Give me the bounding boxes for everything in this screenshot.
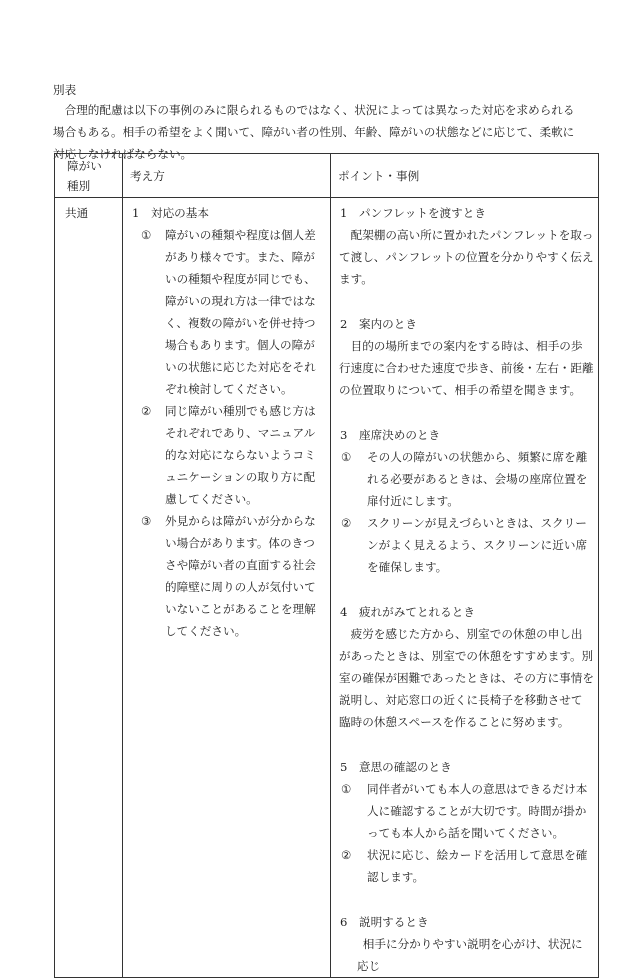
item-number: ① — [141, 228, 152, 242]
concept-item — [127, 224, 326, 400]
point-title: 4 疲れがみてとれるとき — [340, 605, 475, 619]
point-item — [335, 512, 594, 578]
point-section — [335, 424, 594, 578]
point-title: 3 座席決めのとき — [340, 428, 441, 442]
item-number: ③ — [141, 514, 152, 528]
points-cell — [331, 198, 599, 978]
point-paragraph: 相手に分かりやすい説明を心がけ、状況に応じ — [357, 937, 583, 973]
header-category-line1: 障がい — [67, 158, 102, 173]
point-paragraph: 目的の場所までの案内をする時は、相手の歩行速度に合わせた速度で歩き、前後・左右・距離の位置取りについて、相手の希望を聞きます。 — [339, 339, 594, 397]
item-number: ① — [341, 450, 352, 464]
item-text: スクリーンが見えづらいときは、スクリーンがよく見えるよう、スクリーンに近い席を確保します。 — [367, 516, 588, 574]
item-number: ② — [341, 848, 352, 862]
point-section — [335, 756, 594, 888]
table-row — [55, 198, 599, 978]
point-item — [335, 844, 594, 888]
concept-item — [127, 510, 326, 642]
category-cell: 共通 — [55, 198, 123, 978]
point-paragraph: 疲労を感じた方から、別室での休憩の申し出があったときは、別室での休憩をすすめます。別室の確保が困難であったときは、その方に事情を説明し、対応窓口の近くに長椅子を移動させて臨時の休憩スペースを作ることに努めます。 — [339, 627, 594, 729]
item-text: 同伴者がいても本人の意思はできるだけ本人に確認することが大切です。時間が掛かっても本人から話を聞いてください。 — [367, 782, 588, 840]
point-section — [335, 202, 594, 290]
item-number: ① — [341, 782, 352, 796]
point-section — [335, 313, 594, 401]
point-item — [335, 778, 594, 844]
concept-cell — [123, 198, 331, 978]
accommodation-table — [54, 153, 599, 978]
table-header-row — [55, 154, 599, 198]
item-text: 障がいの種類や程度は個人差があり様々です。また、障がいの種類や程度が同じでも、障がいの現れ方は一律ではなく、複数の障がいを併せ持つ場合もあります。個人の障がいの状態に応じた対応をそれぞれ検討してください。 — [165, 228, 316, 396]
intro-paragraph: 合理的配慮は以下の事例のみに限られるものではなく、状況によっては異なった対応を求められる場合もある。相手の希望をよく聞いて、障がい者の性別、年齢、障がいの状態などに応じて、柔軟に対応しなければならない。 — [53, 103, 575, 161]
item-text: 状況に応じ、絵カードを活用して意思を確認します。 — [367, 848, 588, 884]
point-item — [335, 446, 594, 512]
point-title: 2 案内のとき — [340, 317, 417, 331]
item-number: ② — [341, 516, 352, 530]
header-concept: 考え方 — [123, 154, 331, 198]
header-points: ポイント・事例 — [331, 154, 599, 198]
header-category-line2: 種別 — [67, 178, 91, 193]
point-section — [335, 911, 594, 977]
point-section — [335, 601, 594, 733]
concept-title: 1 対応の基本 — [132, 206, 209, 220]
document-heading: 別表 — [53, 83, 77, 97]
point-title: 1 パンフレットを渡すとき — [340, 206, 486, 220]
header-category — [55, 154, 123, 198]
item-text: 外見からは障がいが分からない場合があります。体のきつさや障がい者の直面する社会的障壁に周りの人が気付いていないことがあることを理解してください。 — [165, 514, 316, 638]
point-title: 5 意思の確認のとき — [340, 760, 452, 774]
point-title: 6 説明するとき — [340, 915, 429, 929]
point-paragraph: 配架棚の高い所に置かれたパンフレットを取って渡し、パンフレットの位置を分かりやすく伝えます。 — [339, 228, 594, 286]
item-text: 同じ障がい種別でも感じ方はそれぞれであり、マニュアル的な対応にならないようコミュニケーションの取り方に配慮してください。 — [165, 404, 316, 506]
item-text: その人の障がいの状態から、頻繁に席を離れる必要があるときは、会場の座席位置を扉付近にします。 — [367, 450, 588, 508]
item-number: ② — [141, 404, 152, 418]
concept-item — [127, 400, 326, 510]
